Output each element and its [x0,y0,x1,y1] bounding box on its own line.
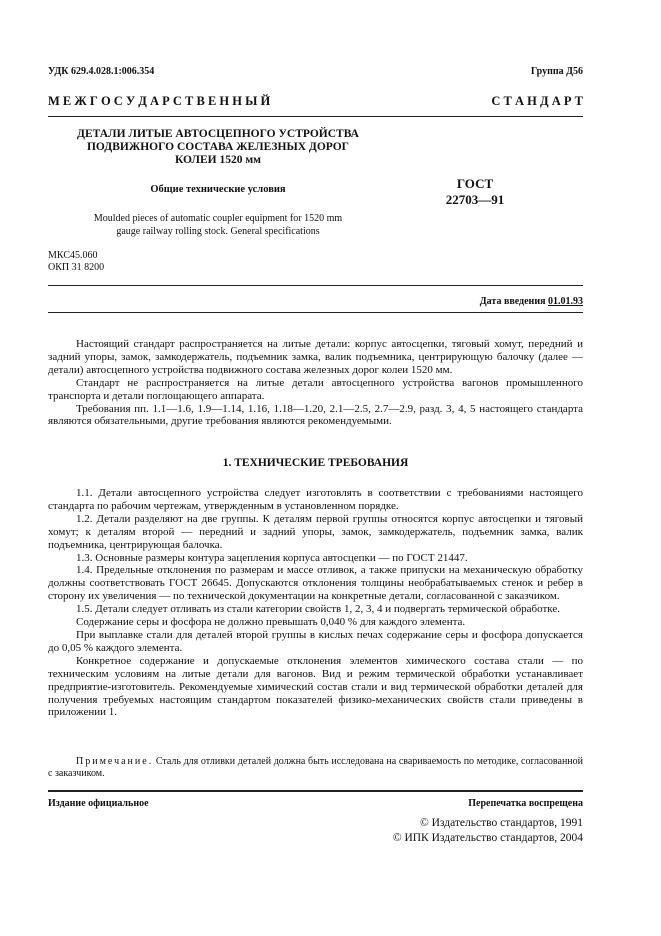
english-title [48,212,388,238]
reprint-prohibited: Перепечатка воспрещена [468,798,583,809]
copyright-block [393,816,583,846]
banner-word-interstate: М Е Ж Г О С У Д А Р С Т В Е Н Н Ы Й [48,94,271,108]
paragraph: При выплавке стали для деталей второй группы в кислых печах содержание серы и фосфора допускается до 0,05 % каждого элемента. [48,628,583,654]
effective-date-label: Дата введения [479,296,546,307]
group-code: Группа Д56 [530,66,583,77]
paragraph: 1.1. Детали автосцепного устройства следует изготовлять в соответствии с требованиями настоящего стандарта по рабочим чертежам, утвержденным в установленном порядке. [48,487,583,512]
paragraph: 1.4. Предельные отклонения по размерам и массе отливок, а также припуски на механическую обработку должны соответствовать ГОСТ 26645. Допускаются отклонения толщины необрабатываемых стенок и ребер в сторону их увеличения — по технической документации на конкретные детали, согласованной с заказчиком. [48,564,583,603]
paragraph: Требования пп. 1.1—1.6, 1.9—1.14, 1.16, 1.18—1.20, 2.1—2.5, 2.7—2.9, разд. 3, 4, 5 настоящего стандарта являются обязательными, другие требования являются рекомендуемыми. [48,402,583,428]
paragraph: Настоящий стандарт распространяется на литые детали: корпус автосцепки, тяговый хомут, передний и задний упоры, замок, замкодержатель, подъемник замка, валик подъемника, центрирующую балочку (далее — детали) автосцепного устройства подвижного состава железных дорог колеи 1520 мм. [48,338,583,376]
paragraph: 1.5. Детали следует отливать из стали категории свойств 1, 2, 3, 4 и подвергать термической обработке. [76,603,561,616]
codes-divider [48,285,583,286]
paragraph: Конкретное содержание и допускаемые отклонения элементов химического состава стали — по техническим условиям на литые детали для вагонов. Вид и режим термической обработки устанавливает предприятие-изготовитель. Рекомендуемые химический состав стали и вид термической обработки деталей для получения требуемых настоящим стандартом показателей физико-механических свойств стали приведены в приложении 1. [48,654,583,719]
mks-code: МКС45.060 [48,250,98,261]
paragraph: Содержание серы и фосфора не должно превышать 0,040 % для каждого элемента. [76,616,466,629]
section-text [48,487,583,719]
official-edition: Издание официальное [48,798,149,809]
document-title [48,128,388,167]
copyright-line: © ИПК Издательство стандартов, 2004 [392,832,583,844]
copyright-line: © Издательство стандартов, 1991 [419,817,583,829]
footer-divider [48,790,583,792]
udk-code: УДК 629.4.028.1:006.354 [48,66,155,77]
okp-code: ОКП 31 8200 [48,262,105,273]
section-heading: 1. ТЕХНИЧЕСКИЕ ТРЕБОВАНИЯ [222,457,409,469]
note [48,756,583,780]
paragraph: 1.3. Основные размеры контура зацепления корпуса автосцепки — по ГОСТ 21447. [76,551,468,564]
intro-text [48,338,583,428]
classification-codes [48,250,104,274]
effective-date [480,296,583,307]
header-divider [48,116,583,117]
banner-word-standard: С Т А Н Д А Р Т [491,94,583,108]
paragraph: Стандарт не распространяется на литые детали автосцепного устройства вагонов промышленного транспорта и детали поглощающего аппарата. [48,376,583,402]
standard-banner [48,94,583,110]
document-subtitle: Общие технические условия [150,184,286,195]
effective-date-value: 01.01.93 [548,296,583,307]
gost-label: ГОСТ [456,176,494,191]
title-line: ПОДВИЖНОГО СОСТАВА ЖЕЛЕЗНЫХ ДОРОГ [86,141,349,153]
gost-number: 22703—91 [445,192,505,207]
gost-designation [430,176,520,208]
note-label: Примечание. [76,756,154,767]
english-title-line: Moulded pieces of automatic coupler equipment for 1520 mm [93,213,343,224]
paragraph: 1.2. Детали разделяют на две группы. К деталям первой группы относятся корпус автосцепки и тяговый хомут; к деталям второй — передний и задний упоры, замок, замкодержатель, подъемник замка, валик подъемника, центрирующая балочка. [48,512,583,551]
date-divider [48,312,583,313]
note-text: Сталь для отливки деталей должна быть исследована на свариваемость по методике, согласованной с заказчиком. [48,756,583,779]
title-line: ДЕТАЛИ ЛИТЫЕ АВТОСЦЕПНОГО УСТРОЙСТВА [77,128,359,140]
english-title-line: gauge railway rolling stock. General specifications [116,226,320,237]
title-line: КОЛЕИ 1520 мм [174,154,262,166]
